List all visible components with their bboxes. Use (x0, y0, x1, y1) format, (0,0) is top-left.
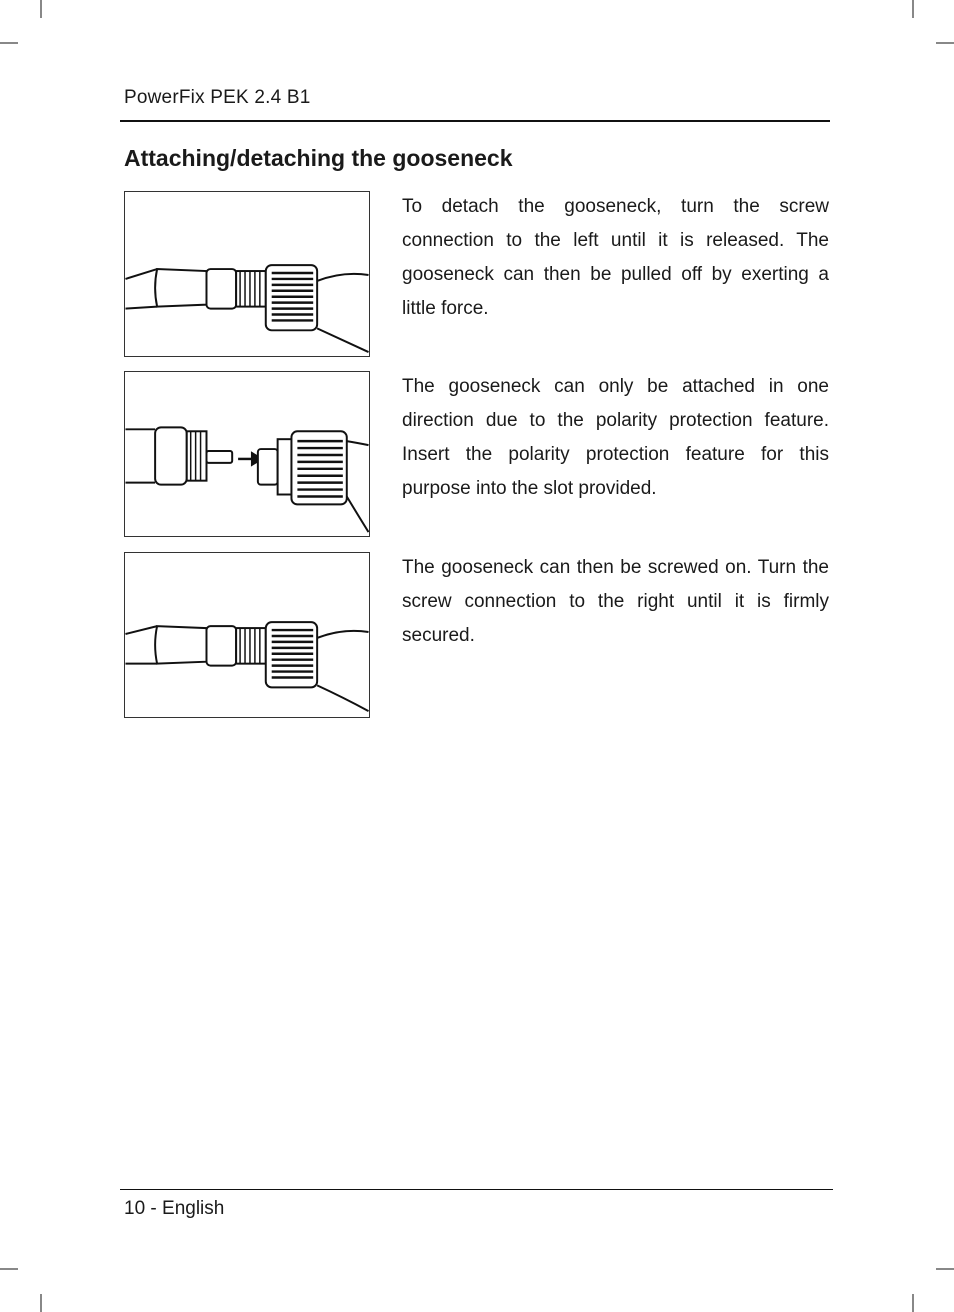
crop-mark (40, 1294, 42, 1312)
footer-divider (120, 1189, 833, 1190)
figure-detach-gooseneck (124, 191, 370, 357)
crop-mark (0, 42, 18, 44)
header-divider (120, 120, 830, 122)
page-number: 10 - English (124, 1198, 225, 1219)
step-1-text: To detach the gooseneck, turn the screw connection to the left until it is released. The gooseneck can then be pulled off by exerting a little force. (402, 196, 829, 319)
crop-mark (912, 1294, 914, 1312)
step-3-text: The gooseneck can then be screwed on. Turn the screw connection to the right until it is firmly secured. (402, 557, 829, 646)
running-header: PowerFix PEK 2.4 B1 (124, 87, 311, 108)
crop-mark (0, 1268, 18, 1270)
crop-mark (40, 0, 42, 18)
crop-mark (936, 1268, 954, 1270)
crop-mark (936, 42, 954, 44)
figure-polarity-protection (124, 371, 370, 537)
step-2-text: The gooseneck can only be attached in one direction due to the polarity protection feature. Insert the polarity protection feature for this purpose into the slot provided. (402, 376, 829, 499)
figure-screw-on-gooseneck (124, 552, 370, 718)
section-title: Attaching/detaching the gooseneck (124, 145, 513, 171)
crop-mark (912, 0, 914, 18)
